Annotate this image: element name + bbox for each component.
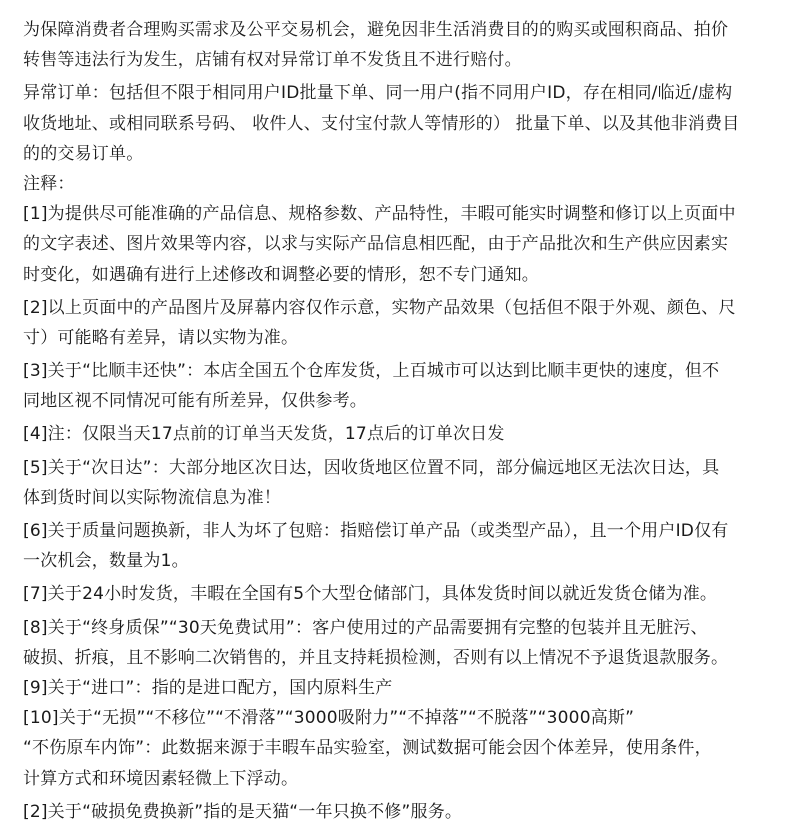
note-2-line: [2]以上页面中的产品图片及屏幕内容仅作示意，实物产品效果（包括但不限于外观、颜色、尺 — [23, 297, 736, 318]
note-2-line: 寸）可能略有差异，请以实物为准。 — [23, 327, 299, 348]
notes-heading: 注释： — [23, 173, 75, 194]
abnormal-order-line: 的的交易订单。 — [23, 143, 144, 164]
note-1-line: [1]为提供尽可能准确的产品信息、规格参数、产品特性，丰暇可能实时调整和修订以上页面中 — [23, 204, 736, 225]
note-4-line: [4]注：仅限当天17点前的订单当天发货，17点后的订单次日发 — [23, 424, 505, 445]
note-10-line: 计算方式和环境因素轻微上下浮动。 — [23, 768, 299, 789]
note-6-line: 一次机会，数量为1。 — [23, 551, 189, 572]
note-1-line: 的文字表述、图片效果等内容，以求与实际产品信息相匹配，由于产品批次和生产供应因素实 — [23, 234, 729, 255]
note-3-line: 同地区视不同情况可能有所差异，仅供参考。 — [23, 391, 367, 412]
note-7-line: [7]关于24小时发货，丰暇在全国有5个大型仓储部门，具体发货时间以就近发货仓储为准。 — [23, 584, 718, 605]
note-3-line: [3]关于“比顺丰还快”：本店全国五个仓库发货，上百城市可以达到比顺丰更快的速度，但不 — [23, 361, 720, 382]
note-10-line: “不伤原车内饰”：此数据来源于丰暇车品实验室，测试数据可能会因个体差异，使用条件， — [23, 738, 712, 759]
note-8-line: 破损、折痕，且不影响二次销售的，并且支持耗损检测，否则有以上情况不予退货退款服务。 — [23, 647, 729, 668]
note-5-line: [5]关于“次日达”：大部分地区次日达，因收货地区位置不同，部分偏远地区无法次日达，具 — [23, 457, 720, 478]
note-5-line: 体到货时间以实际物流信息为准！ — [23, 487, 281, 508]
note-9-line: [9]关于“进口”：指的是进口配方，国内原料生产 — [23, 677, 393, 698]
abnormal-order-line: 异常订单：包括但不限于相同用户ID批量下单、同一用户(指不同用户ID，存在相同/临近/虚构 — [23, 83, 733, 104]
note-6-line: [6]关于质量问题换新，非人为坏了包赔：指赔偿订单产品（或类型产品），且一个用户ID仅有 — [23, 521, 729, 541]
abnormal-order-line: 收货地址、或相同联系号码、 收件人、支付宝付款人等情形的） 批量下单、以及其他非消费目 — [23, 113, 740, 134]
policy-text-line: 转售等违法行为发生，店铺有权对异常订单不发货且不进行赔付。 — [23, 50, 522, 71]
note-10-line: [10]关于“无损”“不移位”“不滑落”“3000吸附力”“不掉落”“不脱落”“3000高斯” — [23, 708, 635, 729]
policy-text-line: 为保障消费者合理购买需求及公平交易机会，避免因非生活消费目的的购买或囤积商品、拍价 — [23, 20, 729, 40]
note-8-line: [8]关于“终身质保”“30天免费试用”：客户使用过的产品需要拥有完整的包装并且无脏污、 — [23, 617, 708, 638]
note-1-line: 时变化，如遇确有进行上述修改和调整必要的情形，恕不专门通知。 — [23, 264, 539, 285]
notice-document — [23, 15, 783, 827]
note-damage-replacement-line: [2]关于“破损免费换新”指的是天猫“一年只换不修”服务。 — [23, 801, 463, 822]
